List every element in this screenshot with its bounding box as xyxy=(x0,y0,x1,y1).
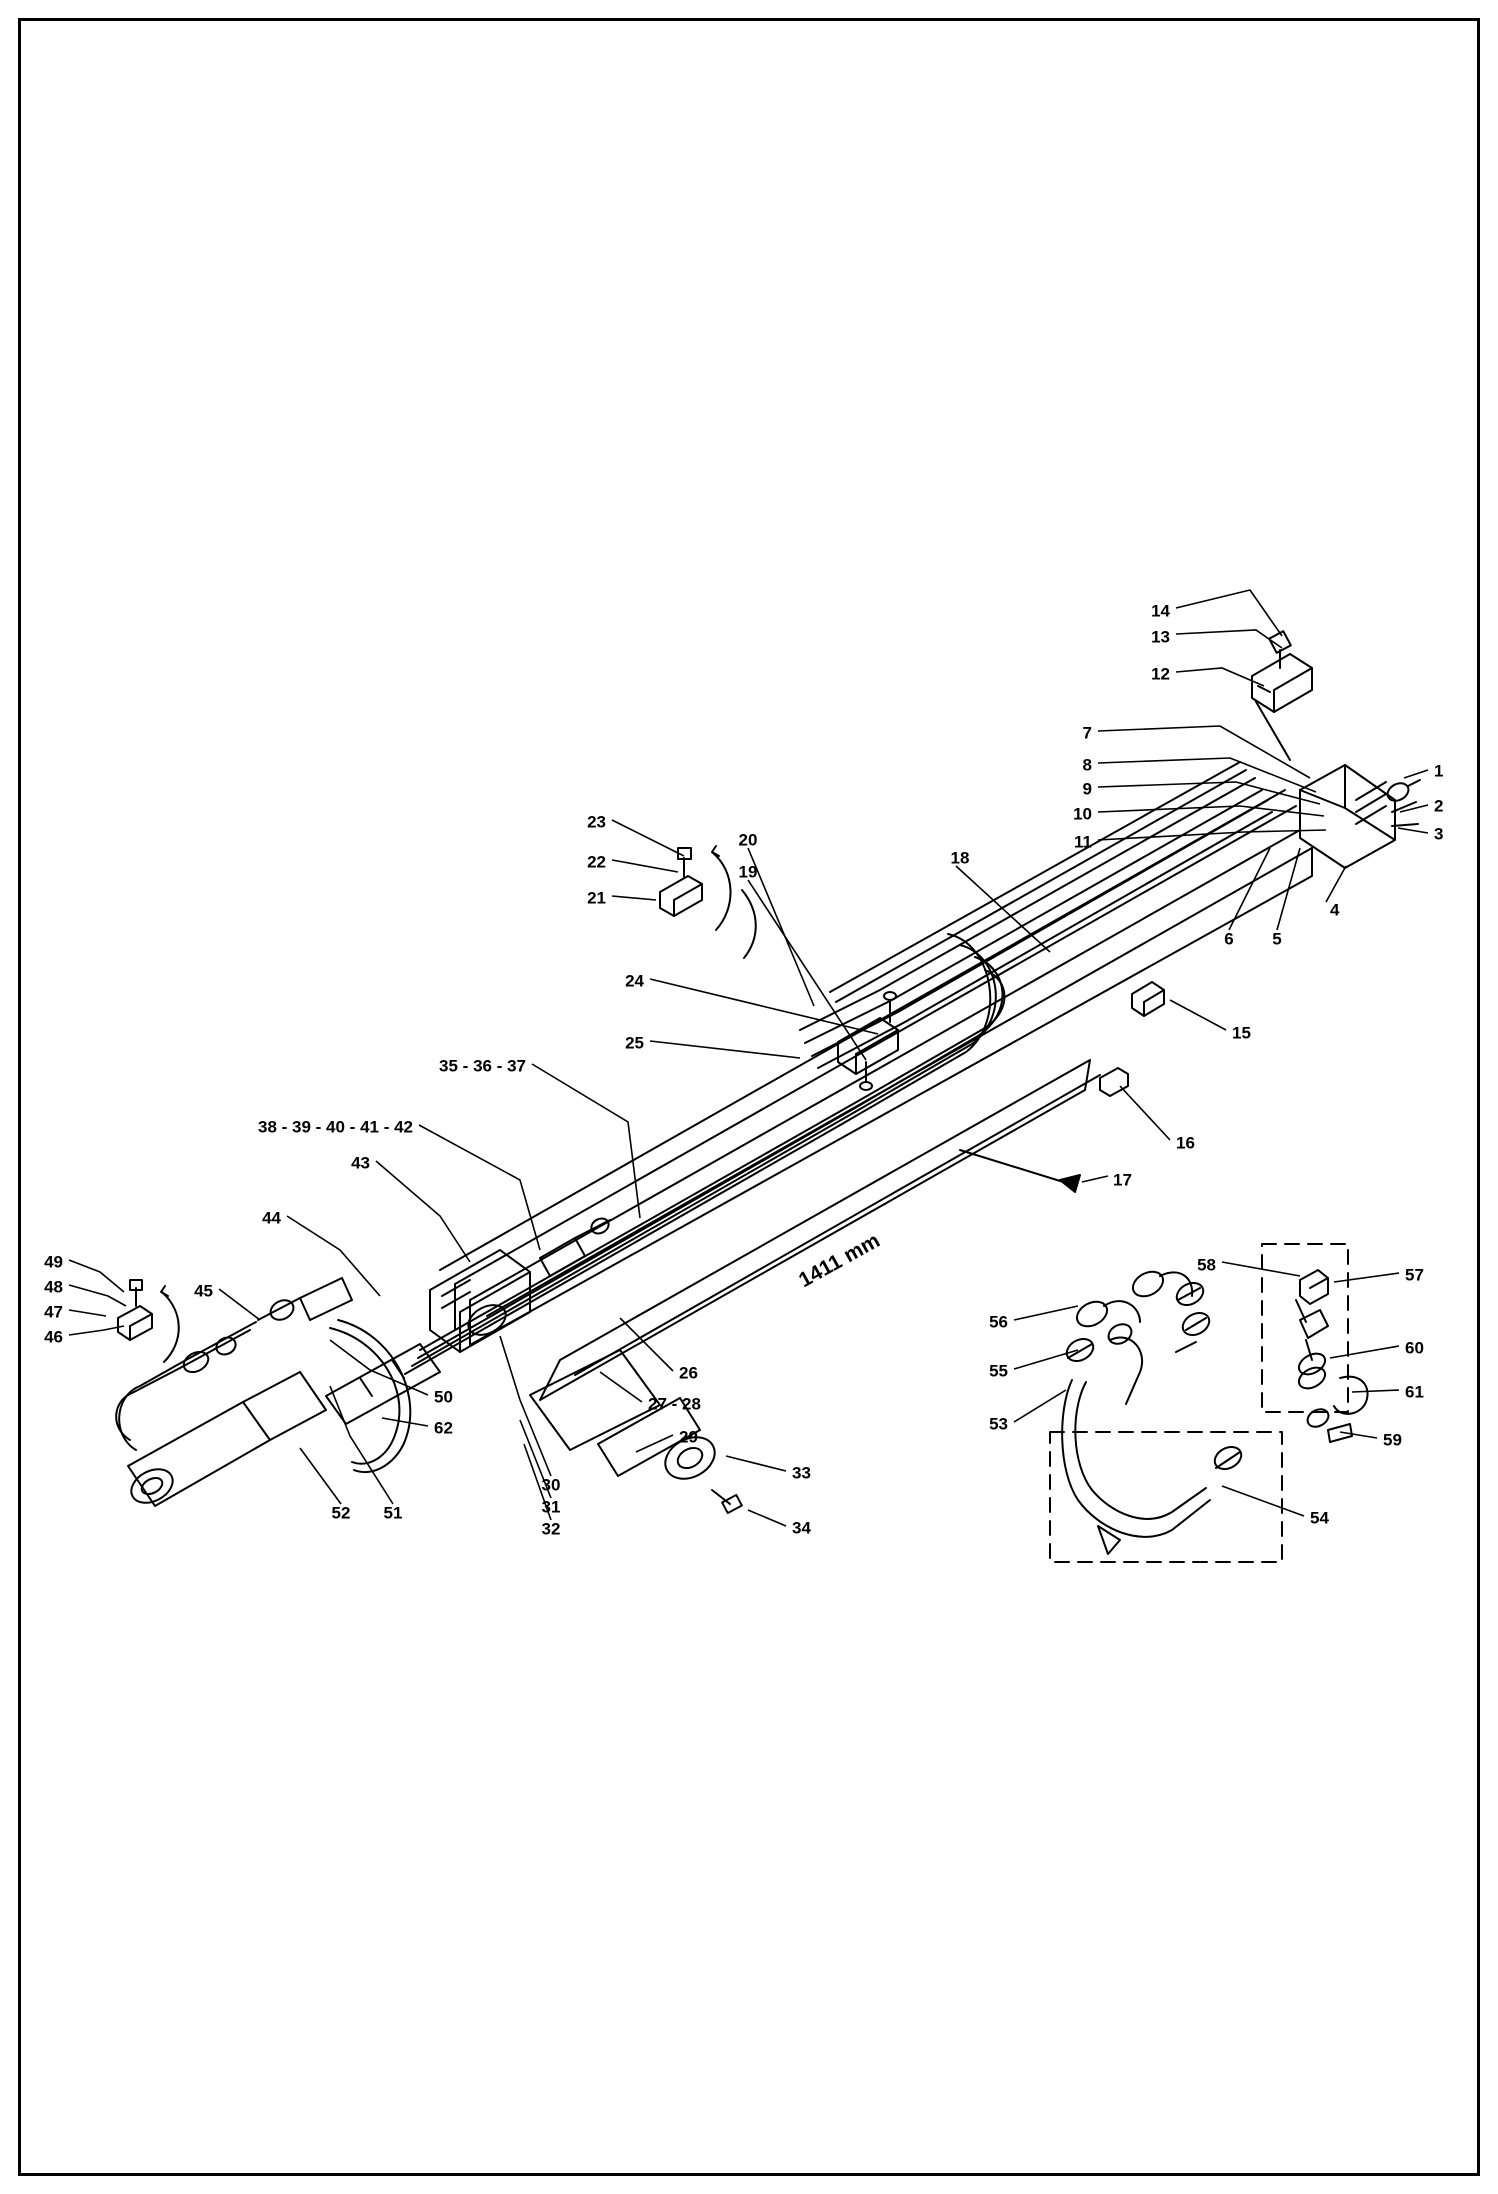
callout-52: 52 xyxy=(331,1503,351,1523)
detail-group-elbows xyxy=(1073,1267,1213,1352)
clamp-detail-21 xyxy=(660,846,731,930)
callout-26: 26 xyxy=(679,1363,698,1383)
callout-5: 5 xyxy=(1272,929,1282,949)
callout-49: 49 xyxy=(44,1252,63,1272)
callout-38-39-40-41-42: 38 - 39 - 40 - 41 - 42 xyxy=(258,1117,413,1137)
callout-61: 61 xyxy=(1405,1382,1424,1402)
left-fitting-group xyxy=(116,1278,352,1450)
callout-32: 32 xyxy=(541,1519,561,1539)
callout-51: 51 xyxy=(383,1503,403,1523)
callout-35-36-37: 35 - 36 - 37 xyxy=(439,1056,526,1076)
callout-50: 50 xyxy=(434,1387,453,1407)
callout-58: 58 xyxy=(1197,1255,1216,1275)
callout-33: 33 xyxy=(792,1463,811,1483)
dimension-label: 1411 mm xyxy=(795,1228,884,1293)
callout-54: 54 xyxy=(1310,1508,1329,1528)
callout-6: 6 xyxy=(1224,929,1234,949)
callout-11: 11 xyxy=(1074,832,1092,852)
callout-27-28: 27 - 28 xyxy=(648,1394,701,1414)
callout-44: 44 xyxy=(262,1208,281,1228)
callout-31: 31 xyxy=(541,1497,561,1517)
mount-bracket-top xyxy=(1252,631,1312,712)
arrow-17 xyxy=(960,1150,1080,1192)
callout-10: 10 xyxy=(1073,804,1092,824)
callout-20: 20 xyxy=(738,830,758,850)
callout-22: 22 xyxy=(587,852,606,872)
left-bracket-46-49 xyxy=(118,1280,179,1362)
cylinder-body xyxy=(126,1372,326,1510)
detail-group-hoses xyxy=(1062,1320,1245,1554)
callout-15: 15 xyxy=(1232,1023,1251,1043)
valve-block-assembly xyxy=(1300,765,1420,868)
callout-48: 48 xyxy=(44,1277,63,1297)
callout-46: 46 xyxy=(44,1327,63,1347)
callout-23: 23 xyxy=(587,812,606,832)
callout-24: 24 xyxy=(625,971,644,991)
callout-17: 17 xyxy=(1113,1170,1132,1190)
detail-group-connectors xyxy=(1295,1270,1367,1442)
detail-dashed-boxes xyxy=(1050,1244,1348,1562)
callout-1: 1 xyxy=(1434,761,1444,781)
callout-8: 8 xyxy=(1082,755,1092,775)
callout-57: 57 xyxy=(1405,1265,1424,1285)
mid-bracket-16 xyxy=(1100,1068,1128,1096)
callout-2: 2 xyxy=(1434,796,1444,816)
callout-13: 13 xyxy=(1151,627,1170,647)
callout-14: 14 xyxy=(1151,601,1170,621)
hose-loop-62 xyxy=(330,1320,410,1472)
callout-45: 45 xyxy=(194,1281,213,1301)
callout-59: 59 xyxy=(1383,1430,1402,1450)
callout-3: 3 xyxy=(1434,824,1444,844)
callout-34: 34 xyxy=(792,1518,811,1538)
boom-lower-rail xyxy=(540,1060,1100,1400)
callout-21: 21 xyxy=(587,888,606,908)
clamp-arc xyxy=(742,890,756,958)
callout-43: 43 xyxy=(351,1153,370,1173)
rod-pin-29 xyxy=(598,1394,742,1513)
callout-62: 62 xyxy=(434,1418,453,1438)
mid-bracket-15 xyxy=(1132,982,1164,1016)
callout-29: 29 xyxy=(679,1427,698,1447)
callout-9: 9 xyxy=(1082,779,1092,799)
callout-16: 16 xyxy=(1176,1133,1195,1153)
callout-19: 19 xyxy=(738,862,758,882)
callout-7: 7 xyxy=(1082,723,1092,743)
callout-18: 18 xyxy=(950,848,970,868)
callout-60: 60 xyxy=(1405,1338,1424,1358)
callout-56: 56 xyxy=(989,1312,1008,1332)
callout-12: 12 xyxy=(1151,664,1170,684)
bracket-stem xyxy=(1255,700,1290,760)
callout-53: 53 xyxy=(989,1414,1008,1434)
callout-30: 30 xyxy=(541,1475,561,1495)
callout-47: 47 xyxy=(44,1302,63,1322)
callout-4: 4 xyxy=(1330,900,1340,920)
callout-25: 25 xyxy=(625,1033,644,1053)
callout-55: 55 xyxy=(989,1361,1008,1381)
